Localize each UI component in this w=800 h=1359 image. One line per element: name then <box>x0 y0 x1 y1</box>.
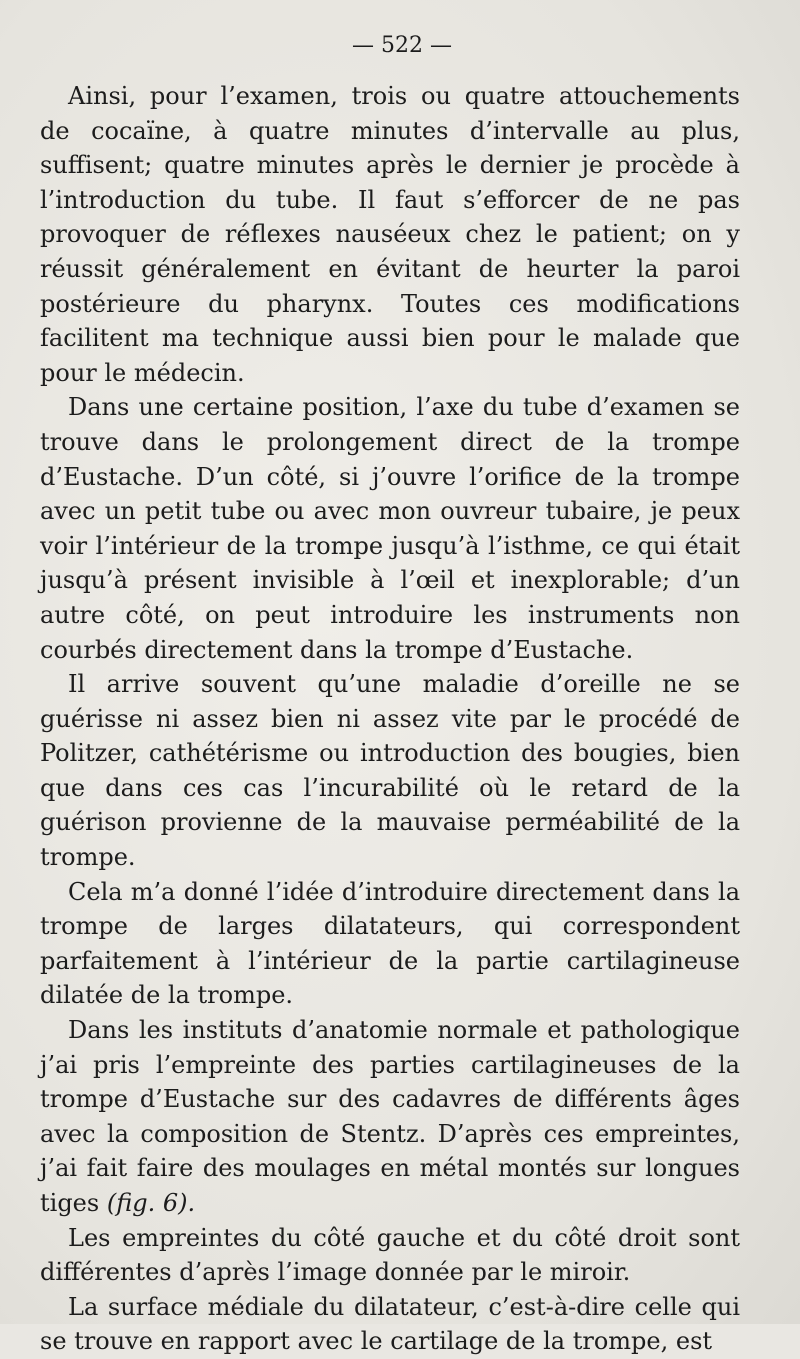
paragraph-4: Cela m’a donné l’idée d’introduire directement dans la trompe de larges dilatateurs, qui correspondent parfaitement à l’intérieur de la partie cartilagineuse dilatée de la trompe. <box>40 877 740 1010</box>
paragraph-7: La surface médiale du dilatateur, c’est-à-dire celle qui se trouve en rapport avec le cartilage de la trompe, est <box>40 1292 740 1356</box>
paragraph-6: Les empreintes du côté gauche et du côté droit sont différentes d’après l’image donnée par le miroir. <box>40 1223 740 1287</box>
paragraph-2: Dans une certaine position, l’axe du tube d’examen se trouve dans le prolongement direct de la trompe d’Eustache. D’un côté, si j’ouvre l’orifice de la trompe avec un petit tube ou avec mon ouvreur tubaire, je peux voir l’intérieur de la trompe jusqu’à l’isthme, ce qui était jusqu’à présent invisible à l’œil et inexplorable; d’un autre côté, on peut introduire les instruments non courbés directement dans la trompe d’Eustache. <box>40 393 740 664</box>
paragraph-5 <box>40 1013 740 1221</box>
figure-reference: (fig. 6). <box>106 1189 196 1217</box>
paragraph-1: Ainsi, pour l’examen, trois ou quatre attouchements de cocaïne, à quatre minutes d’intervalle au plus, suffisent; quatre minutes après le dernier je procède à l’introduction du tube. Il faut s’efforcer de ne pas provoquer de réflexes nauséeux chez le patient; on y réussit généralement en évitant de heurter la paroi postérieure du pharynx. Toutes ces modifications facilitent ma technique aussi bien pour le malade que pour le médecin. <box>40 82 740 387</box>
paragraph-5-text: Dans les instituts d’anatomie normale et pathologique j’ai pris l’empreinte des parties cartilagineuses de la trompe d’Eustache sur des cadavres de différents âges avec la composition de Stentz. D’après ces empreintes, j’ai fait faire des moulages en métal montés sur longues tiges <box>40 1016 740 1217</box>
paragraph-3: Il arrive souvent qu’une maladie d’oreille ne se guérisse ni assez bien ni assez vite par le procédé de Politzer, cathétérisme ou introduction des bougies, bien que dans ces cas l’incurabilité où le retard de la guérison provienne de la mauvaise perméabilité de la trompe. <box>40 670 740 872</box>
body-text <box>40 79 740 1359</box>
page-number: — 522 — <box>352 33 452 58</box>
